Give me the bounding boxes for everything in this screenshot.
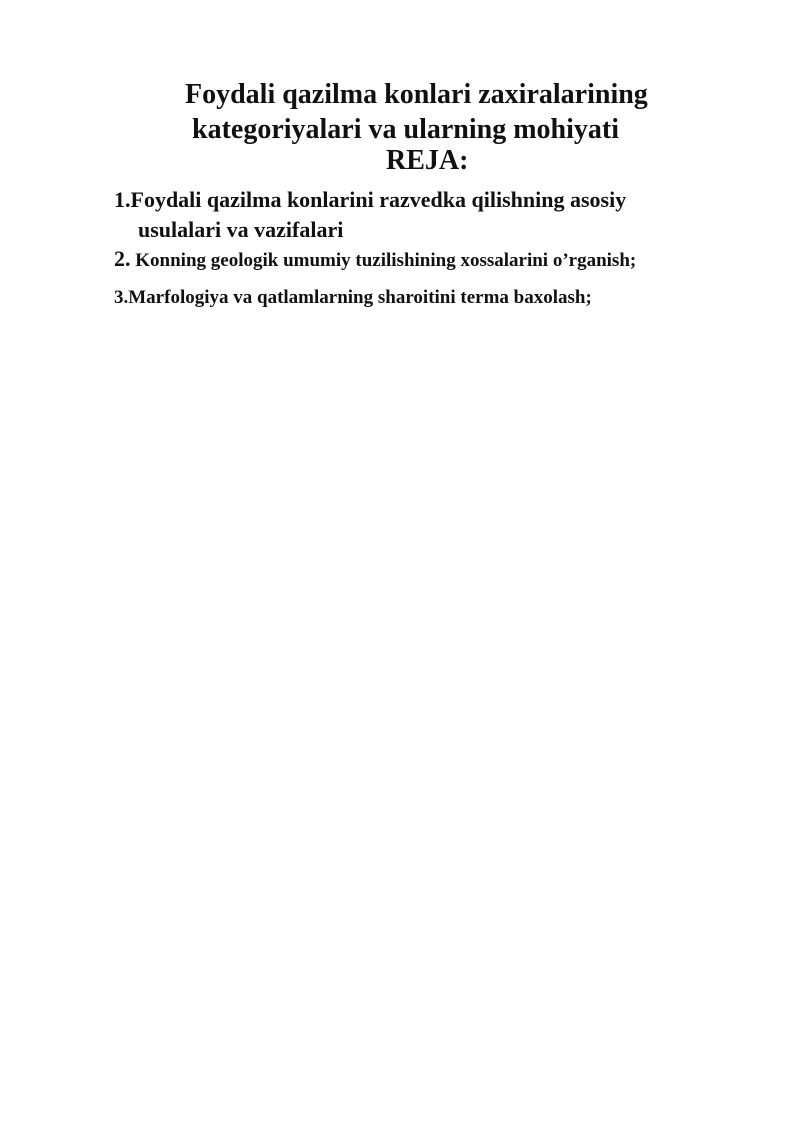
- plan-item-1-continuation: usulalari va vazifalari: [138, 217, 344, 242]
- plan-heading: REJA:: [386, 145, 469, 176]
- document-title-line-2: kategoriyalari va ularning mohiyati: [192, 114, 619, 145]
- plan-item-1-text-line-1: Foydali qazilma konlarini razvedka qilishning asosiy: [130, 187, 627, 212]
- plan-item-2-text: Konning geologik umumiy tuzilishining xossalarini o’rganish;: [130, 250, 637, 271]
- plan-item-2: [114, 245, 636, 275]
- plan-item-2-number: 2.: [114, 246, 131, 271]
- document-title-line-1: Foydali qazilma konlari zaxiralarining: [185, 79, 648, 110]
- plan-item-1: [114, 186, 626, 214]
- plan-item-3-text: Marfologiya va qatlamlarning sharoitini terma baxolash;: [128, 287, 592, 308]
- plan-item-3-number: 3.: [114, 287, 129, 308]
- plan-item-3: [114, 285, 592, 311]
- plan-item-1-number: 1.: [114, 187, 131, 212]
